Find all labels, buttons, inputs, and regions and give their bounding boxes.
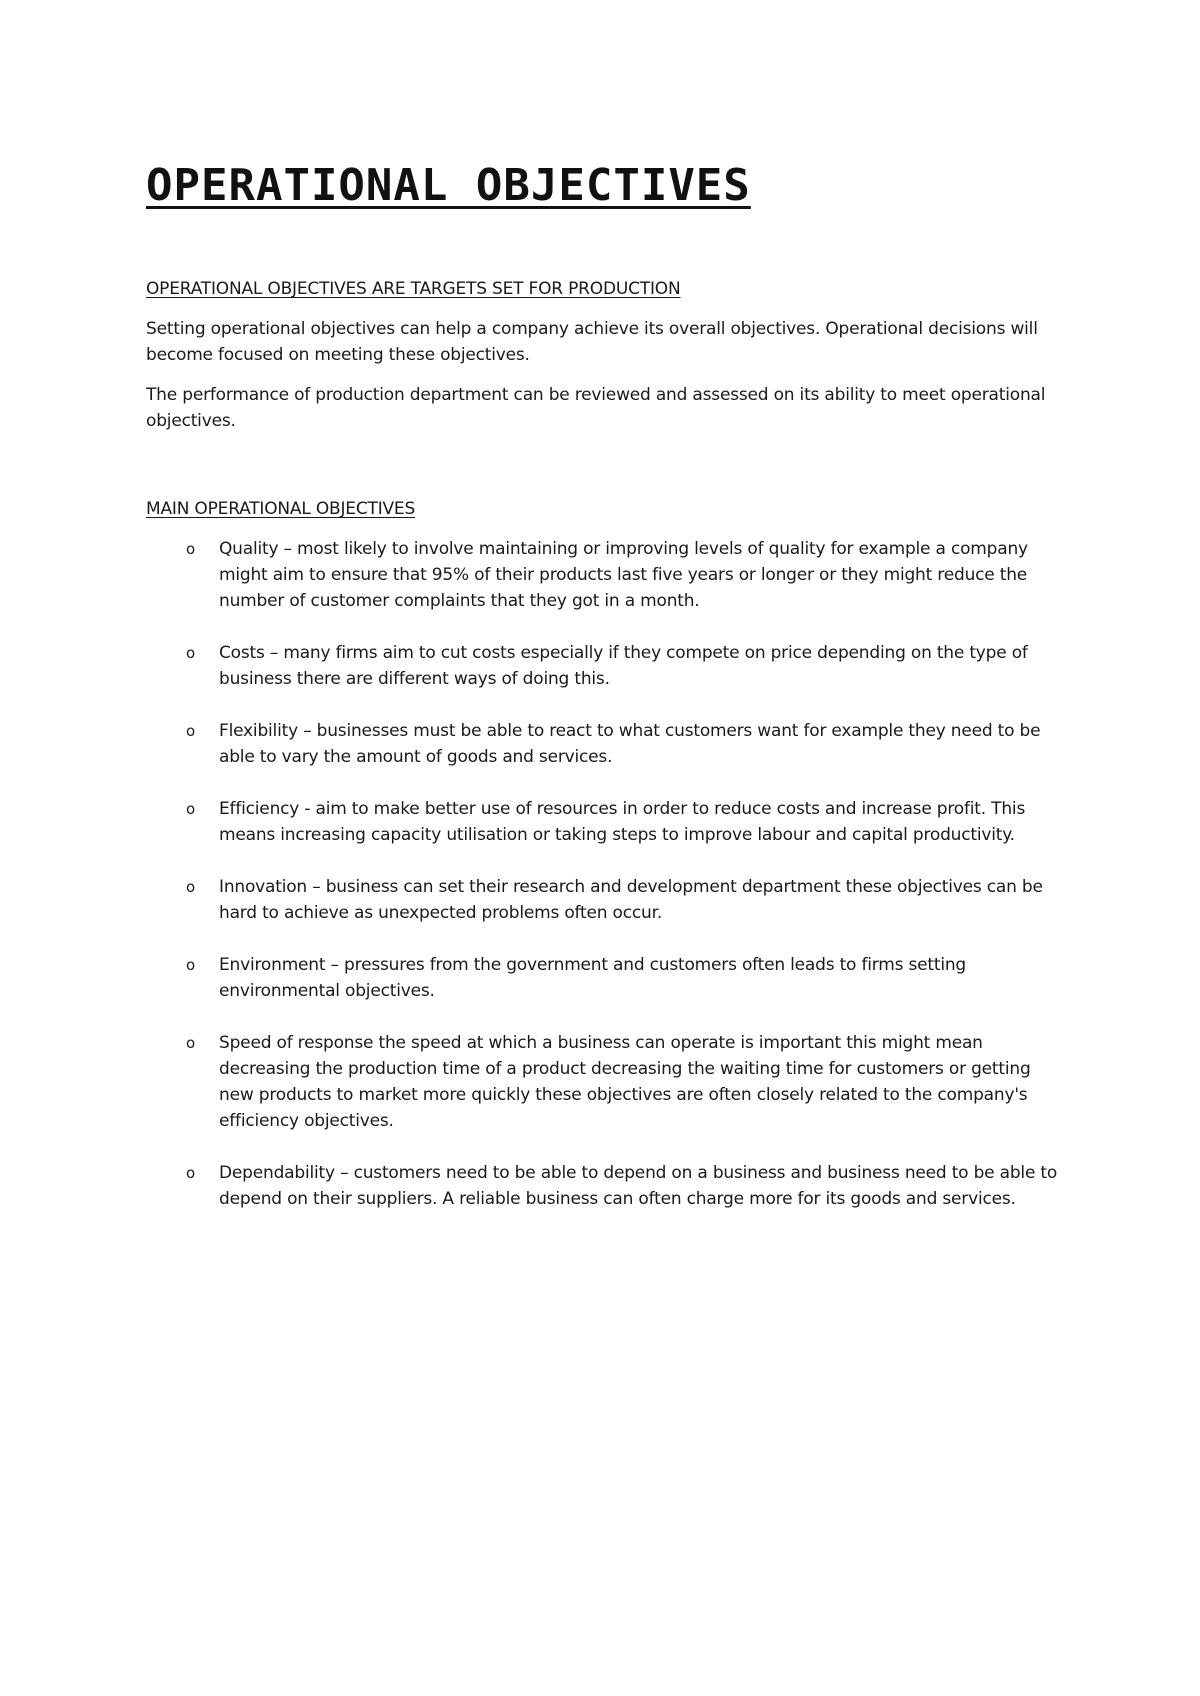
bullet-icon: o (186, 540, 195, 558)
bullet-icon: o (186, 800, 195, 818)
list-item-innovation (146, 874, 1066, 926)
list-item-efficiency (146, 796, 1066, 848)
list-item-text: Flexibility – businesses must be able to react to what customers want for example they need to be able to vary the amount of goods and services. (219, 721, 1041, 767)
bullet-icon: o (186, 956, 195, 974)
bullet-icon: o (186, 1034, 195, 1052)
objectives-list (146, 536, 1066, 1212)
section-heading-targets: OPERATIONAL OBJECTIVES ARE TARGETS SET FOR PRODUCTION (146, 279, 681, 299)
paragraph-setting-objectives: Setting operational objectives can help a company achieve its overall objectives. Operational decisions will become focused on meeting these objectives. (146, 319, 1038, 365)
list-item-costs (146, 640, 1066, 692)
page-title: OPERATIONAL OBJECTIVES (146, 160, 751, 211)
list-item-quality (146, 536, 1066, 614)
section-heading-main-objectives: MAIN OPERATIONAL OBJECTIVES (146, 499, 416, 519)
list-item-text: Quality – most likely to involve maintaining or improving levels of quality for example a company might aim to ensure that 95% of their products last five years or longer or they might reduce the number of customer complaints that they got in a month. (219, 539, 1028, 611)
list-item-text: Environment – pressures from the government and customers often leads to firms setting environmental objectives. (219, 955, 967, 1001)
bullet-icon: o (186, 644, 195, 662)
list-item-environment (146, 952, 1066, 1004)
list-item-dependability (146, 1160, 1066, 1212)
list-item-text: Efficiency - aim to make better use of resources in order to reduce costs and increase profit. This means increasing capacity utilisation or taking steps to improve labour and capital productivity. (219, 799, 1026, 845)
bullet-icon: o (186, 878, 195, 896)
list-item-text: Innovation – business can set their research and development department these objectives can be hard to achieve as unexpected problems often occur. (219, 877, 1043, 923)
list-item-text: Costs – many firms aim to cut costs especially if they compete on price depending on the type of business there are different ways of doing this. (219, 643, 1028, 689)
list-item-flexibility (146, 718, 1066, 770)
list-item-speed-of-response (146, 1030, 1066, 1134)
list-item-text: Speed of response the speed at which a business can operate is important this might mean decreasing the production time of a product decreasing the waiting time for customers or getting new products to market more quickly these objectives are often closely related to the company's efficiency objectives. (219, 1033, 1031, 1131)
bullet-icon: o (186, 1164, 195, 1182)
paragraph-performance-review: The performance of production department can be reviewed and assessed on its ability to meet operational objectives. (146, 385, 1046, 431)
bullet-icon: o (186, 722, 195, 740)
list-item-text: Dependability – customers need to be able to depend on a business and business need to be able to depend on their suppliers. A reliable business can often charge more for its goods and services. (219, 1163, 1058, 1209)
